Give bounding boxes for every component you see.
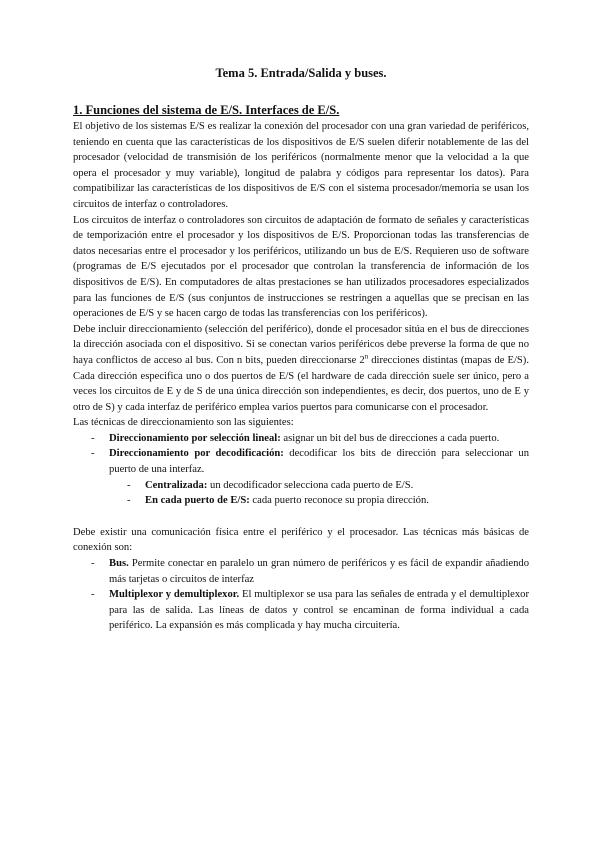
- sublist-item-text: cada puerto reconoce su propia dirección.: [249, 495, 429, 507]
- section-1-paragraph-1: El objetivo de los sistemas E/S es realizar la conexión del procesador con una gran variedad de periféricos, teniendo en cuenta que las características de los dispositivos de E/S suelen diferir notablemente de las del procesador (velocidad de transmisión de los periféricos (normalmente menor que la velocidad a la que opera el procesador y muy variable), longitud de palabra y códigos para representar los datos). Para compatibilizar las características de los dispositivos de E/S con el sistema procesador/memoria se usan los circuitos de interfaz o controladores.: [73, 121, 529, 210]
- connection-techniques-list: [73, 556, 529, 634]
- list-bullet: -: [91, 448, 95, 460]
- list-bullet: -: [91, 432, 95, 444]
- list-item-text: El multiplexor se usa para las señales de entrada y el demultiplexor para las de salida. Las líneas de datos y control se encaminan de forma individual a cada periférico. La expansión es más complicada y hay mucha circuitería.: [109, 589, 529, 632]
- paragraph-3-text-a: Debe incluir direccionamiento (selección del periférico), donde el procesador sitúa en el bus de direcciones la dirección asociada con el dispositivo. Si se conectan varios periféricos debe preverse la forma de que no haya conflictos de acceso al bus. Con n bits, pueden direccionarse 2: [73, 323, 529, 366]
- section-1-paragraph-3: [73, 322, 529, 416]
- section-1-paragraph-4: Las técnicas de direccionamiento son las siguientes:: [73, 417, 294, 429]
- list-item: [73, 587, 529, 634]
- list-item: [73, 556, 529, 587]
- list-item-term: Direccionamiento por selección lineal:: [109, 432, 281, 444]
- list-item-text: Permite conectar en paralelo un gran número de periféricos y es fácil de expandir añadiendo más tarjetas o circuitos de interfaz: [109, 558, 529, 585]
- sublist-item-term: Centralizada:: [145, 479, 208, 491]
- list-item-text: asignar un bit del bus de direcciones a cada puerto.: [280, 432, 500, 444]
- section-1-paragraph-2: Los circuitos de interfaz o controladores son circuitos de adaptación de formato de señales y características de temporización entre el procesador y los dispositivos de E/S. Proporcionan todas las transferencias de datos necesarias entre el procesador y los periféricos, utilizando un bus de E/S. Requieren uso de software (programas de E/S ejecutados por el procesador que controlan la transferencia de información de los dispositivos de E/S). En computadores de altas prestaciones se han utilizados procesadores especializados para las funciones de E/S (sus conjuntos de instrucciones se restringen a aquellas que se precisan en las operaciones de E/S y se hacen cargo de todas las transferencias con los periféricos).: [73, 214, 529, 320]
- section-1-heading: 1. Funciones del sistema de E/S. Interfaces de E/S.: [73, 103, 340, 117]
- list-item: [73, 446, 529, 508]
- sublist-item-term: En cada puerto de E/S:: [145, 495, 250, 507]
- list-item-term: Direccionamiento por decodificación:: [109, 448, 284, 460]
- document-page: [73, 66, 529, 634]
- sublist-item: [109, 493, 529, 509]
- list-bullet: -: [91, 558, 95, 570]
- document-title: Tema 5. Entrada/Salida y buses.: [215, 66, 387, 80]
- list-item-text: decodificar los bits de dirección para seleccionar un puerto de una interfaz.: [109, 448, 529, 476]
- addressing-techniques-list: [73, 431, 529, 509]
- list-item-term: Bus.: [109, 558, 129, 570]
- section-2-paragraph-1: Debe existir una comunicación física entre el periférico y el procesador. Las técnicas más básicas de conexión son:: [73, 526, 529, 554]
- list-item: [73, 431, 529, 447]
- sublist-bullet: -: [127, 479, 131, 491]
- list-bullet: -: [91, 589, 95, 601]
- sublist-item-text: un decodificador selecciona cada puerto de E/S.: [207, 479, 414, 491]
- list-item-term: Multiplexor y demultiplexor.: [109, 589, 240, 601]
- decoding-sublist: [109, 478, 529, 509]
- sublist-item: [109, 478, 529, 494]
- paragraph-3-superscript: n: [364, 352, 369, 361]
- spacer: [73, 509, 529, 525]
- paragraph-3-text-b: direcciones distintas (mapas de E/S). Cada dirección especifica uno o dos puertos de E/S (el hardware de cada dirección suele ser único, pero a veces los circuitos de E y de S de una única dirección son independientes, es decir, dos puertos, uno de E y otro de S) y cada interfaz de periférico emplea varios puertos para comunicarse con el procesador.: [73, 354, 529, 413]
- sublist-bullet: -: [127, 495, 131, 507]
